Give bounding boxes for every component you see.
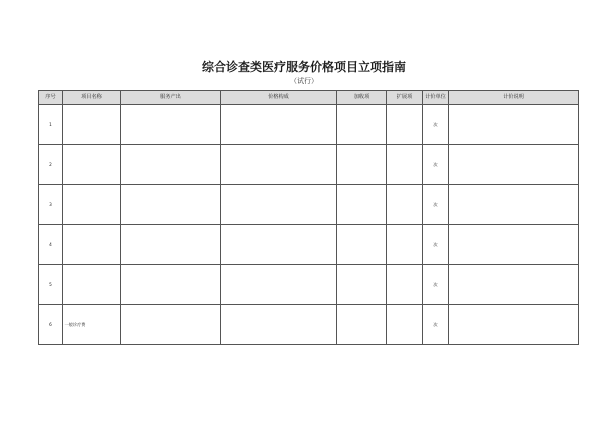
billing-unit: 次	[423, 145, 449, 185]
pricing-table	[38, 90, 579, 345]
item-name	[63, 145, 121, 185]
column-header: 价格构成	[221, 91, 337, 105]
service-output	[121, 265, 221, 305]
price-composition	[221, 225, 337, 265]
billing-unit: 次	[423, 305, 449, 345]
billing-note	[449, 305, 579, 345]
price-composition	[221, 145, 337, 185]
price-composition	[221, 185, 337, 225]
price-composition	[221, 265, 337, 305]
table-row	[39, 185, 579, 225]
service-output	[121, 185, 221, 225]
billing-unit: 次	[423, 265, 449, 305]
billing-note	[449, 225, 579, 265]
row-number: 6	[39, 305, 63, 345]
row-number: 3	[39, 185, 63, 225]
row-number: 1	[39, 105, 63, 145]
service-output	[121, 225, 221, 265]
table-header-row	[39, 91, 579, 105]
table-row	[39, 105, 579, 145]
billing-note	[449, 185, 579, 225]
surcharge-cell	[337, 305, 387, 345]
surcharge-cell	[337, 225, 387, 265]
service-output	[121, 105, 221, 145]
item-name: 一般诊疗费	[63, 305, 121, 345]
service-output	[121, 145, 221, 185]
column-header: 加收项	[337, 91, 387, 105]
row-number: 2	[39, 145, 63, 185]
billing-note	[449, 105, 579, 145]
surcharge-cell	[337, 185, 387, 225]
row-number: 4	[39, 225, 63, 265]
page-subtitle: （试行）	[290, 77, 318, 85]
billing-unit: 次	[423, 185, 449, 225]
column-header: 扩展项	[387, 91, 423, 105]
item-name	[63, 105, 121, 145]
item-name	[63, 225, 121, 265]
table-row	[39, 305, 579, 345]
page-title: 综合诊查类医疗服务价格项目立项指南	[201, 60, 406, 74]
column-header: 计价单位	[423, 91, 449, 105]
surcharge-cell	[337, 145, 387, 185]
extension-cell	[387, 105, 423, 145]
price-composition	[221, 105, 337, 145]
extension-cell	[387, 225, 423, 265]
surcharge-cell	[337, 265, 387, 305]
table-row	[39, 225, 579, 265]
billing-unit: 次	[423, 225, 449, 265]
billing-note	[449, 265, 579, 305]
extension-cell	[387, 185, 423, 225]
service-output	[121, 305, 221, 345]
column-header: 计价说明	[449, 91, 579, 105]
table-row	[39, 265, 579, 305]
billing-note	[449, 145, 579, 185]
extension-cell	[387, 145, 423, 185]
extension-cell	[387, 265, 423, 305]
column-header: 项目名称	[63, 91, 121, 105]
price-composition	[221, 305, 337, 345]
billing-unit: 次	[423, 105, 449, 145]
extension-cell	[387, 305, 423, 345]
table-row	[39, 145, 579, 185]
surcharge-cell	[337, 105, 387, 145]
row-number: 5	[39, 265, 63, 305]
column-header: 序号	[39, 91, 63, 105]
column-header: 服务产出	[121, 91, 221, 105]
item-name	[63, 265, 121, 305]
item-name	[63, 185, 121, 225]
